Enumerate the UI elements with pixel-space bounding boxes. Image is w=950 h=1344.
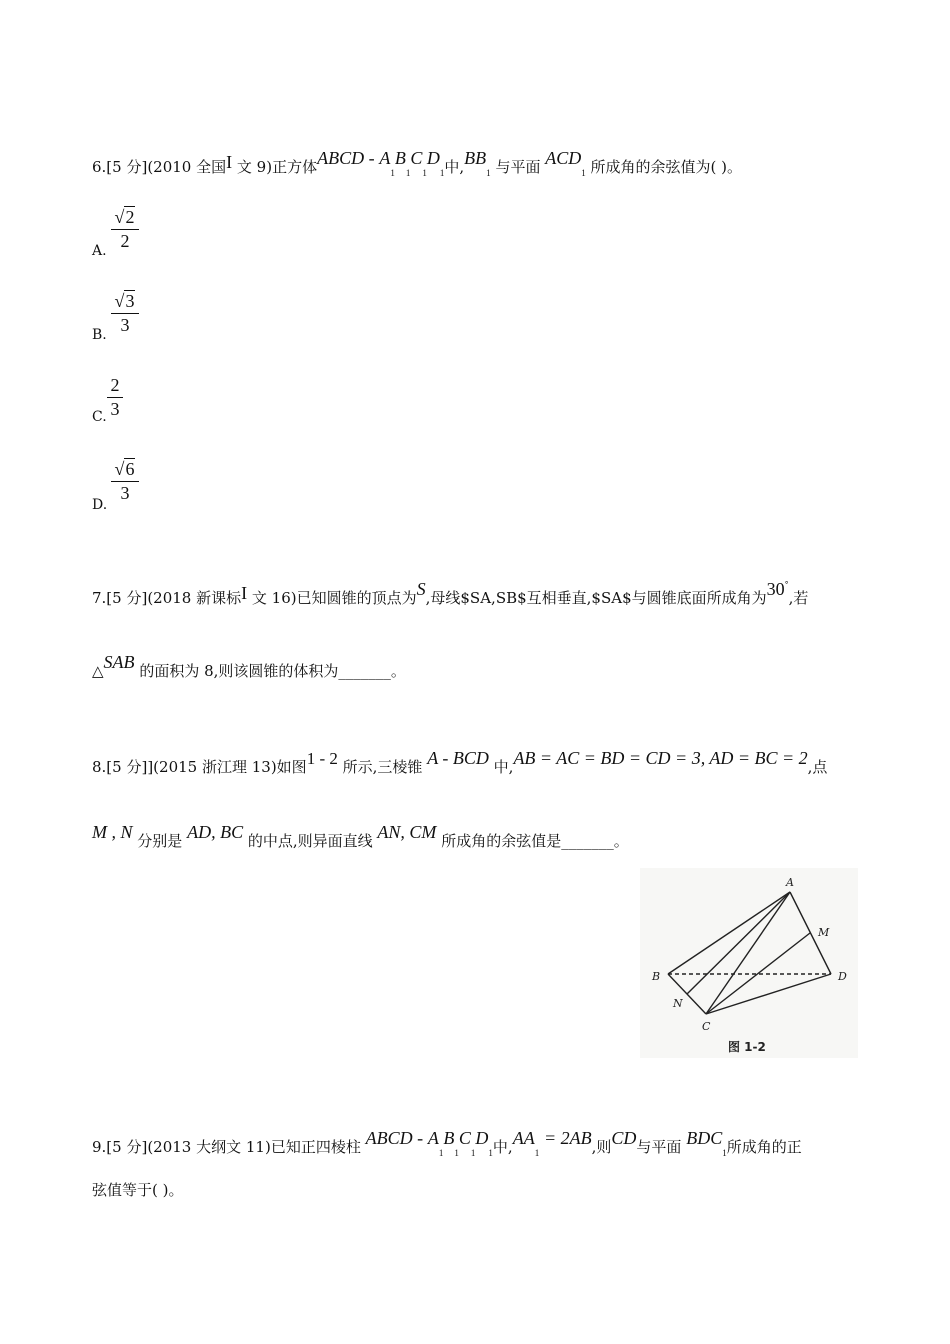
choice-b[interactable]: [92, 289, 172, 359]
choice-b-fraction: √3 3: [110, 289, 140, 336]
q9-eq: = 2AB: [543, 1128, 592, 1148]
question-8-stem: 8.[5 分]](2015 浙江理 13)如图1 - 2 所示,三棱锥 A - BCD 中,AB = AC = BD = CD = 3, AD = BC = 2,点: [92, 748, 828, 776]
question-8-line2: M , N 分别是 AD, BC 的中点,则异面直线 AN, CM 所成角的余弦值是_______。: [92, 822, 629, 850]
q7-sab: SAB: [103, 652, 135, 672]
label-a: A: [786, 876, 794, 889]
choice-a-label: A.: [92, 243, 107, 259]
question-9-line2: 弦值等于( )。: [92, 1181, 184, 1199]
edge-ab: [668, 892, 790, 974]
label-d: D: [838, 970, 847, 983]
q9-bdc: BDC: [686, 1128, 723, 1148]
q8-ancm: AN, CM: [377, 822, 437, 842]
q9-aa: AA: [512, 1128, 535, 1148]
q7-s: S: [416, 579, 426, 599]
q9-prism: ABCD -: [365, 1128, 424, 1148]
q9-cd: CD: [611, 1128, 637, 1148]
q6-roman: I: [226, 152, 233, 172]
q8-condition: AB = AC = BD = CD = 3, AD = BC = 2: [513, 748, 808, 768]
q8-adbc: AD, BC: [187, 822, 244, 842]
figure-1-2: [640, 868, 858, 1058]
choice-a[interactable]: [92, 205, 172, 275]
choice-a-fraction: √2 2: [110, 205, 140, 252]
q7-angle: 30: [766, 579, 785, 599]
segment-an: [687, 892, 790, 994]
q6-bb: BB: [464, 148, 487, 168]
question-7-line2: △SAB 的面积为 8,则该圆锥的体积为_______。: [92, 652, 406, 680]
q6-mid: 文 9)正方体: [236, 158, 318, 176]
label-c: C: [702, 1020, 711, 1033]
choice-c[interactable]: [92, 373, 172, 443]
question-7-stem: 7.[5 分](2018 新课标I 文 16)已知圆锥的顶点为S,母线$SA,SB$互相垂直,$SA$与圆锥底面所成角为30°,若: [92, 579, 809, 607]
choice-d-label: D.: [92, 497, 108, 513]
q6-cube-a: A: [379, 148, 391, 168]
q8-fig-ref: 1 - 2: [306, 749, 338, 768]
pyramid-diagram: [640, 868, 858, 1058]
q6-cube-main: ABCD -: [317, 148, 375, 168]
choice-c-fraction: 2 3: [106, 373, 124, 420]
figure-caption: 图 1-2: [728, 1040, 766, 1054]
q8-pyramid: A - BCD: [427, 748, 489, 768]
q6-tail: 所成角的余弦值为( )。: [590, 158, 742, 176]
edge-cd: [706, 974, 831, 1014]
choice-b-label: B.: [92, 327, 107, 343]
label-b: B: [652, 970, 661, 983]
q6-prefix: 6.[5 分](2010 全国: [92, 158, 227, 176]
label-m: M: [818, 926, 830, 939]
edge-ac: [706, 892, 790, 1014]
question-9-stem: 9.[5 分](2013 大纲文 11)已知正四棱柱 ABCD - $A_1B_1C_1D_1$中$,AA_1 = 2AB$,则CD与平面 $BDC_1$所成角的正: [92, 1128, 802, 1158]
q6-acd: ACD: [545, 148, 582, 168]
choice-c-label: C.: [92, 409, 107, 425]
choice-d[interactable]: [92, 457, 172, 527]
q8-mn: M , N: [92, 822, 133, 842]
label-n: N: [673, 997, 683, 1010]
choice-d-fraction: √6 3: [110, 457, 140, 504]
question-6-stem: 6.[5 分](2010 全国I 文 9)正方体ABCD - $A_1B_1C_1D_1$中$,BB_1$ 与平面 $ACD_1$ 所成角的余弦值为( )。: [92, 148, 742, 178]
